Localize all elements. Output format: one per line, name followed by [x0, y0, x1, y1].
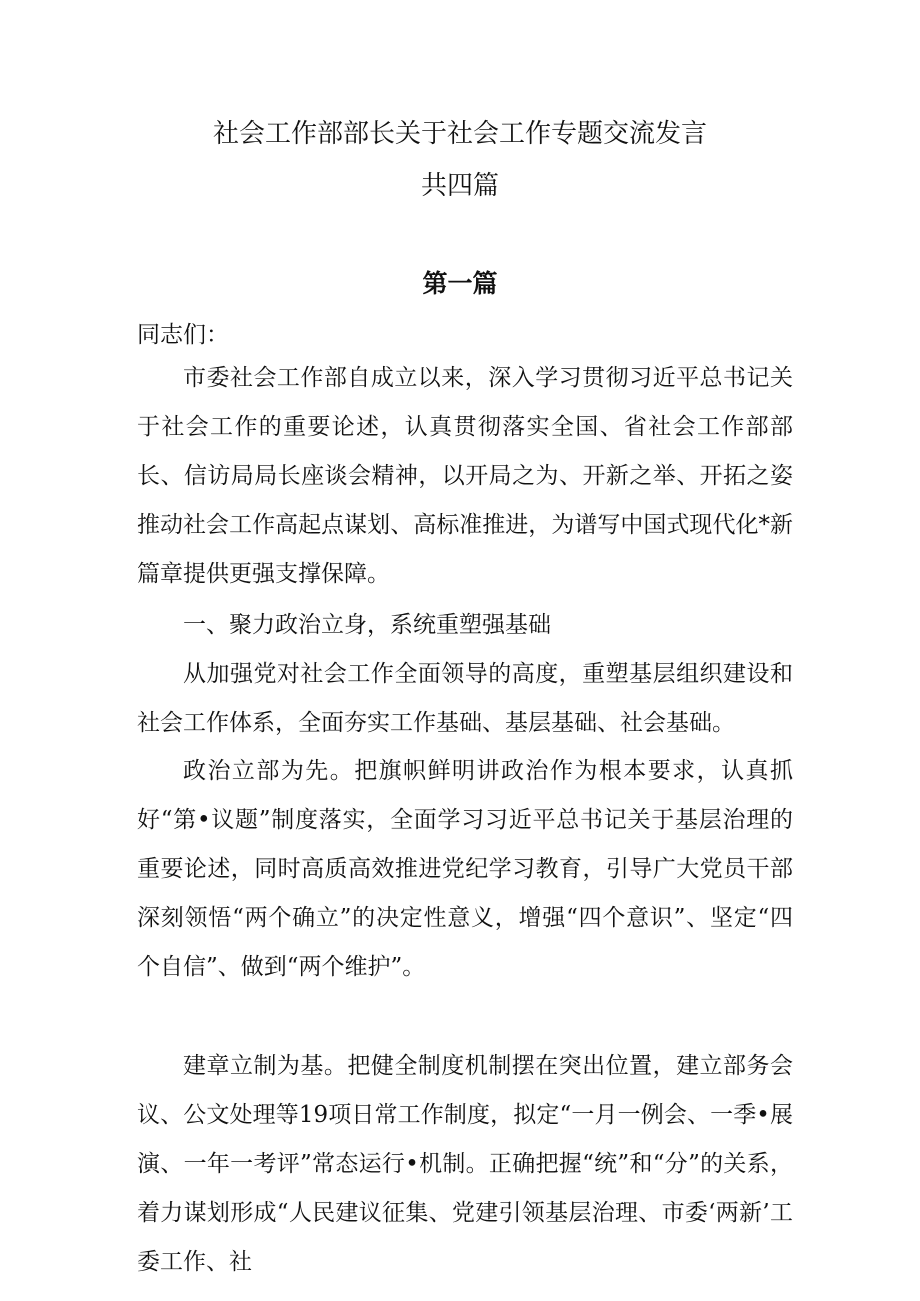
- salutation: 同志们：: [137, 322, 229, 348]
- paragraph-intro: 市委社会工作部自成立以来，深入学习贯彻习近平总书记关于社会工作的重要论述，认真贯彻落实全国、省社会工作部部长、信访局局长座谈会精神，以开局之为、开新之举、开拓之姿推动社会工作高起点谋划、高标准推进，为谱写中国式现代化*新篇章提供更强支撑保障。: [137, 365, 793, 587]
- paragraph-politics: 政治立部为先。把旗帜鲜明讲政治作为根本要求，认真抓好“第•议题”制度落实，全面学习习近平总书记关于基层治理的重要论述，同时高质高效推进党纪学习教育，引导广大党员干部深刻领悟“两个确立”的决定性意义，增强“四个意识”、坚定“四个自信”、做到“两个维护”。: [137, 758, 793, 980]
- document-title: 社会工作部部长关于社会工作专题交流发言: [212, 119, 707, 149]
- paragraph-heading-one: 一、聚力政治立身，系统重塑强基础: [183, 612, 551, 638]
- paragraph-institutions: 建章立制为基。把健全制度机制摆在突出位置，建立部务会议、公文处理等19项日常工作制度，拟定“一月一例会、一季•展演、一年一考评”常态运行•机制。正确把握“统”和“分”的关系，着力谋划形成“人民建议征集、党建引领基层治理、市委‘两新’工委工作、社: [137, 1053, 793, 1275]
- document-subtitle: 共四篇: [420, 171, 499, 201]
- paragraph-overview: 从加强党对社会工作全面领导的高度，重塑基层组织建设和社会工作体系，全面夯实工作基础、基层基础、社会基础。: [137, 661, 793, 736]
- section-heading: 第一篇: [422, 269, 498, 298]
